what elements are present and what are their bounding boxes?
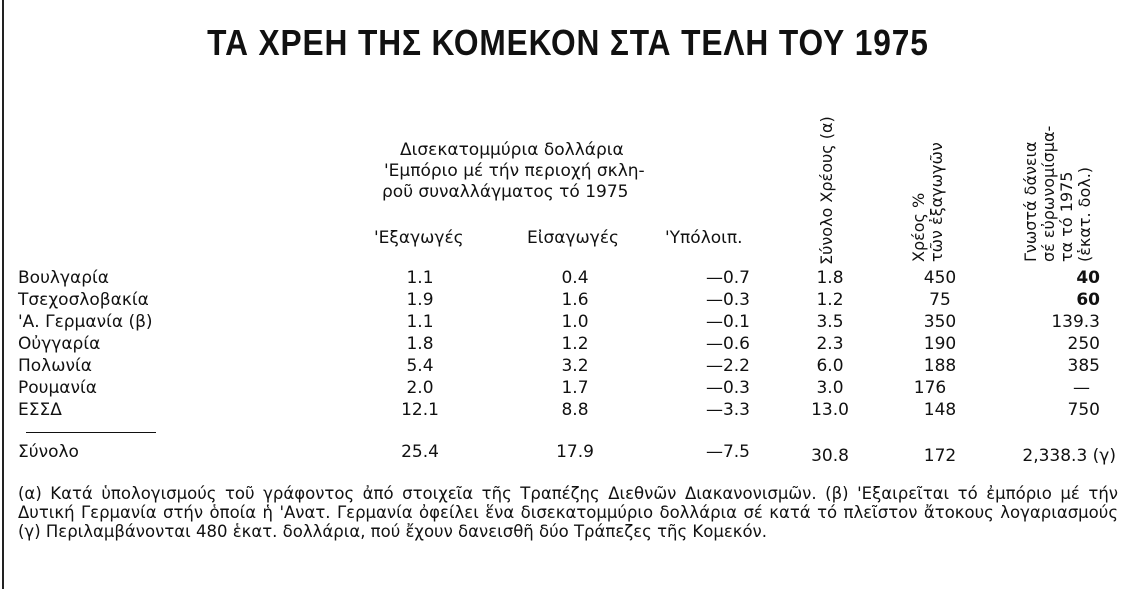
header-total-debt-label: Σύνολο Χρέους (α) bbox=[817, 116, 836, 265]
cell-exports: 5.4 bbox=[406, 356, 434, 376]
header-loans-line2: σέ εὐρωνομίσμα- bbox=[1039, 125, 1058, 262]
cell-balance: —7.5 bbox=[705, 442, 750, 462]
cell-total-debt: 6.0 bbox=[816, 356, 844, 376]
header-debt-pct bbox=[910, 142, 946, 262]
cell-imports: 8.8 bbox=[561, 400, 589, 420]
cell-loans: 2,338.3 (γ) bbox=[1022, 446, 1116, 466]
cell-total-debt: 30.8 bbox=[811, 446, 849, 466]
header-debt-pct-line2: τῶν ἐξαγωγῶν bbox=[927, 142, 946, 262]
cell-country: Πολωνία bbox=[18, 356, 92, 376]
total-separator bbox=[26, 432, 156, 433]
header-imports: Εἰσαγωγές bbox=[527, 228, 619, 248]
cell-balance: —2.2 bbox=[705, 356, 750, 376]
cell-imports: 0.4 bbox=[561, 268, 589, 288]
cell-debt-pct: 190 bbox=[923, 334, 957, 354]
cell-loans: 385 bbox=[1067, 356, 1100, 376]
cell-imports: 1.2 bbox=[561, 334, 589, 354]
table-row bbox=[0, 356, 1136, 378]
header-exports: 'Εξαγωγές bbox=[374, 228, 464, 248]
cell-total-debt: 13.0 bbox=[811, 400, 849, 420]
group-header-line3: ροῦ συναλλάγματος τό 1975 bbox=[382, 182, 629, 202]
group-header-line2: 'Εμπόριο μέ τήν περιοχή σκλη- bbox=[384, 161, 645, 181]
cell-total-debt: 1.2 bbox=[816, 290, 844, 310]
cell-imports: 1.0 bbox=[561, 312, 589, 332]
cell-total-debt: 3.0 bbox=[816, 378, 844, 398]
table-row bbox=[0, 312, 1136, 334]
header-debt-pct-line1: Χρέος % bbox=[909, 192, 928, 262]
cell-total-debt: 3.5 bbox=[816, 312, 844, 332]
cell-balance: —0.6 bbox=[705, 334, 750, 354]
cell-imports: 3.2 bbox=[561, 356, 589, 376]
cell-balance: —0.3 bbox=[705, 378, 750, 398]
table-row bbox=[0, 378, 1136, 400]
header-loans-line4: (ἑκατ. δολ.) bbox=[1075, 166, 1094, 262]
table-row bbox=[0, 268, 1136, 290]
cell-loans: 40 bbox=[1076, 268, 1100, 288]
cell-debt-pct: 172 bbox=[923, 446, 957, 466]
cell-country: 'Α. Γερμανία (β) bbox=[18, 312, 153, 332]
cell-debt-pct: 350 bbox=[923, 312, 957, 332]
cell-debt-pct: 176 bbox=[913, 378, 947, 398]
header-total-debt bbox=[818, 116, 836, 265]
cell-loans: 60 bbox=[1076, 290, 1100, 310]
header-loans bbox=[1022, 126, 1094, 262]
table-row bbox=[0, 334, 1136, 356]
cell-balance: —0.7 bbox=[705, 268, 750, 288]
cell-balance: —0.1 bbox=[705, 312, 750, 332]
footnote: (α) Κατά ὑπολογισμούς τοῦ γράφοντος ἀπό στοιχεῖα τῆς Τραπέζης Διεθνῶν Διακανονισμῶν. (β) 'Εξαιρεῖται τό ἐμπόριο μέ τήν Δυτική Γερμανία στήν ὁποία ἡ 'Ανατ. Γερμανία ὀφείλει ἕνα δισεκατομμύριο δολλάρια σέ κατά τό πλεῖστον ἄτοκους λογαριασμούς (γ) Περιλαμβάνονται 480 ἑκατ. δολλάρια, πού ἔχουν δανεισθῆ δύο Τράπεζες τῆς Κομεκόν. bbox=[18, 484, 1118, 541]
cell-debt-pct: 450 bbox=[923, 268, 957, 288]
cell-loans: — bbox=[1073, 378, 1090, 398]
cell-country: Οὐγγαρία bbox=[18, 334, 101, 354]
cell-country: ΕΣΣΔ bbox=[18, 400, 62, 420]
cell-exports: 1.9 bbox=[406, 290, 434, 310]
header-balance: 'Υπόλοιπ. bbox=[665, 228, 743, 248]
group-header-line1: Δισεκατομμύρια δολλάρια bbox=[400, 140, 624, 160]
cell-loans: 250 bbox=[1067, 334, 1100, 354]
cell-balance: —0.3 bbox=[705, 290, 750, 310]
cell-exports: 1.8 bbox=[406, 334, 434, 354]
table-row bbox=[0, 400, 1136, 422]
cell-exports: 1.1 bbox=[406, 312, 434, 332]
cell-country: Σύνολο bbox=[18, 442, 79, 462]
cell-imports: 1.7 bbox=[561, 378, 589, 398]
cell-exports: 2.0 bbox=[406, 378, 434, 398]
cell-total-debt: 1.8 bbox=[816, 268, 844, 288]
header-loans-line1: Γνωστά δάνεια bbox=[1021, 141, 1040, 262]
page-title: ΤΑ ΧΡΕΗ ΤΗΣ ΚΟΜΕΚΟΝ ΣΤΑ ΤΕΛΗ ΤΟΥ 1975 bbox=[207, 22, 929, 63]
cell-exports: 1.1 bbox=[406, 268, 434, 288]
cell-balance: —3.3 bbox=[705, 400, 750, 420]
cell-exports: 25.4 bbox=[401, 442, 439, 462]
header-loans-line3: τα τό 1975 bbox=[1057, 171, 1076, 262]
total-row bbox=[0, 442, 1136, 464]
cell-loans: 750 bbox=[1067, 400, 1100, 420]
cell-loans: 139.3 bbox=[1051, 312, 1100, 332]
cell-country: Βουλγαρία bbox=[18, 268, 109, 288]
cell-country: Ρουμανία bbox=[18, 378, 97, 398]
table-row bbox=[0, 290, 1136, 312]
cell-imports: 1.6 bbox=[561, 290, 589, 310]
cell-debt-pct: 188 bbox=[923, 356, 957, 376]
group-header bbox=[370, 140, 760, 203]
cell-imports: 17.9 bbox=[556, 442, 594, 462]
cell-debt-pct: 75 bbox=[929, 290, 951, 310]
cell-country: Τσεχοσλοβακία bbox=[18, 290, 149, 310]
cell-debt-pct: 148 bbox=[923, 400, 957, 420]
cell-total-debt: 2.3 bbox=[816, 334, 844, 354]
cell-exports: 12.1 bbox=[401, 400, 439, 420]
